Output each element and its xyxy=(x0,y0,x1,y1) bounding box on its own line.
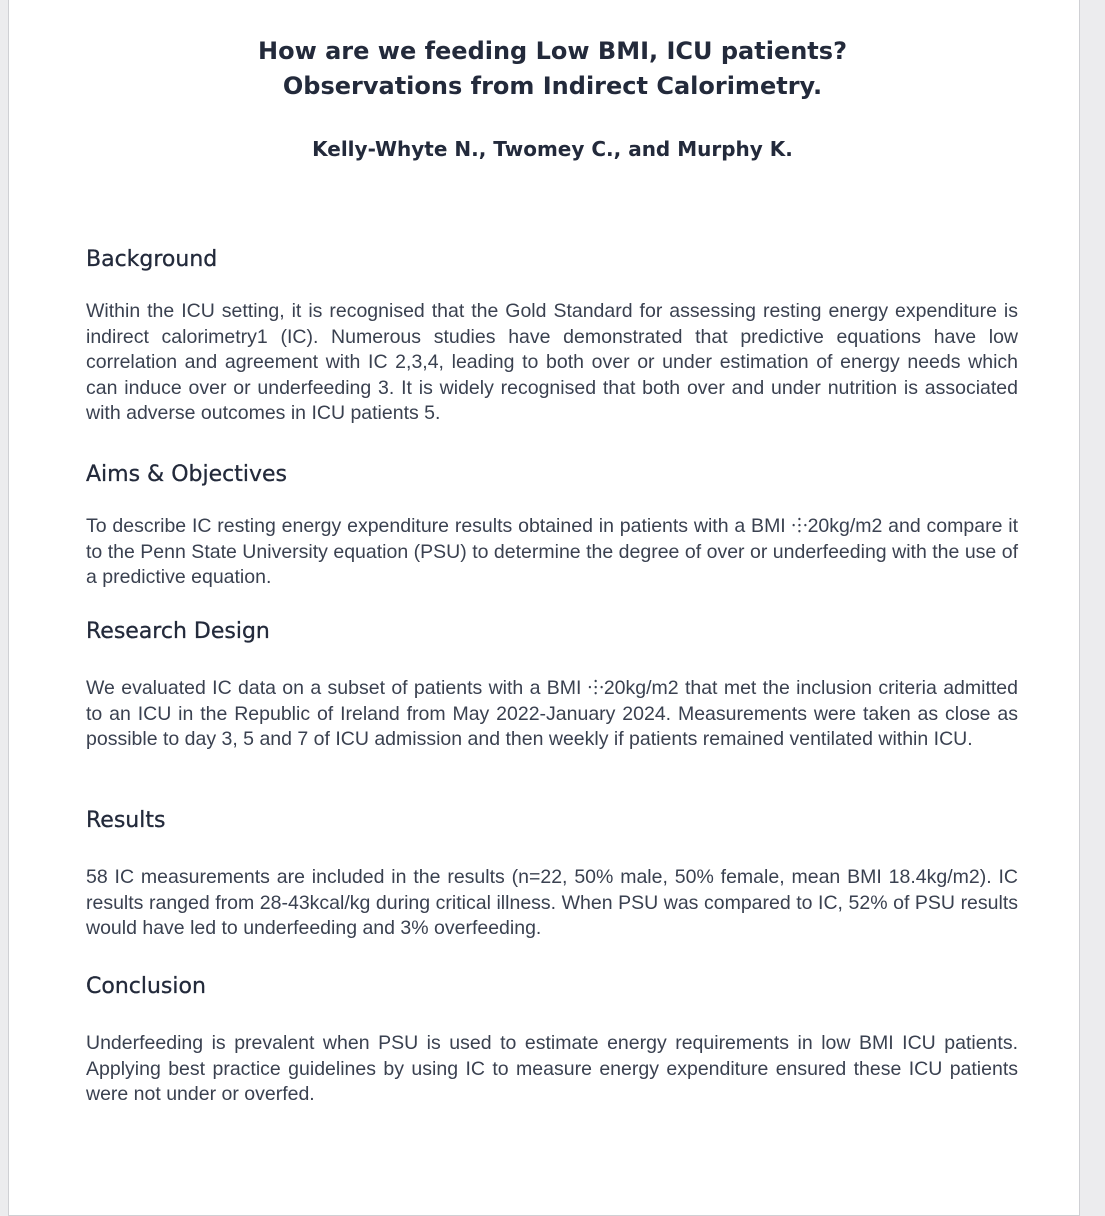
title-line-2: Observations from Indirect Calorimetry. xyxy=(282,72,823,100)
results-heading: Results xyxy=(86,808,166,833)
background-heading: Background xyxy=(86,247,218,272)
page-title xyxy=(0,34,1105,104)
title-line-1: How are we feeding Low BMI, ICU patients? xyxy=(258,37,847,65)
conclusion-heading: Conclusion xyxy=(86,974,206,999)
conclusion-text: Underfeeding is prevalent when PSU is used to estimate energy requirements in low BMI ICU patients. Applying best practice guidelines by using IC to measure energy expenditure ensured these ICU patients were not under or overfed. xyxy=(86,1032,1018,1105)
background-text: Within the ICU setting, it is recognised that the Gold Standard for assessing resting energy expenditure is indirect calorimetry1 (IC). Numerous studies have demonstrated that predictive equations have low correlation and agreement with IC 2,3,4, leading to both over or under estimation of energy needs which can induce over or underfeeding 3. It is widely recognised that both over and under nutrition is associated with adverse outcomes in ICU patients 5. xyxy=(86,300,1018,424)
results-text: 58 IC measurements are included in the results (n=22, 50% male, 50% female, mean BMI 18.4kg/m2). IC results ranged from 28-43kcal/kg during critical illness. When PSU was compared to IC, 52% of PSU results would have led to underfeeding and 3% overfeeding. xyxy=(86,866,1018,939)
aims-text: To describe IC resting energy expenditure results obtained in patients with a BMI ⸭20kg/m2 and compare it to the Penn State University equation (PSU) to determine the degree of over or underfeeding with the use of a predictive equation. xyxy=(86,515,1018,588)
design-heading: Research Design xyxy=(86,619,270,644)
design-text: We evaluated IC data on a subset of patients with a BMI ⸭20kg/m2 that met the inclusion criteria admitted to an ICU in the Republic of Ireland from May 2022-January 2024. Measurements were taken as close as possible to day 3, 5 and 7 of ICU admission and then weekly if patients remained ventilated within ICU. xyxy=(86,677,1018,750)
aims-heading: Aims & Objectives xyxy=(86,462,287,487)
authors: Kelly-Whyte N., Twomey C., and Murphy K. xyxy=(312,137,793,161)
